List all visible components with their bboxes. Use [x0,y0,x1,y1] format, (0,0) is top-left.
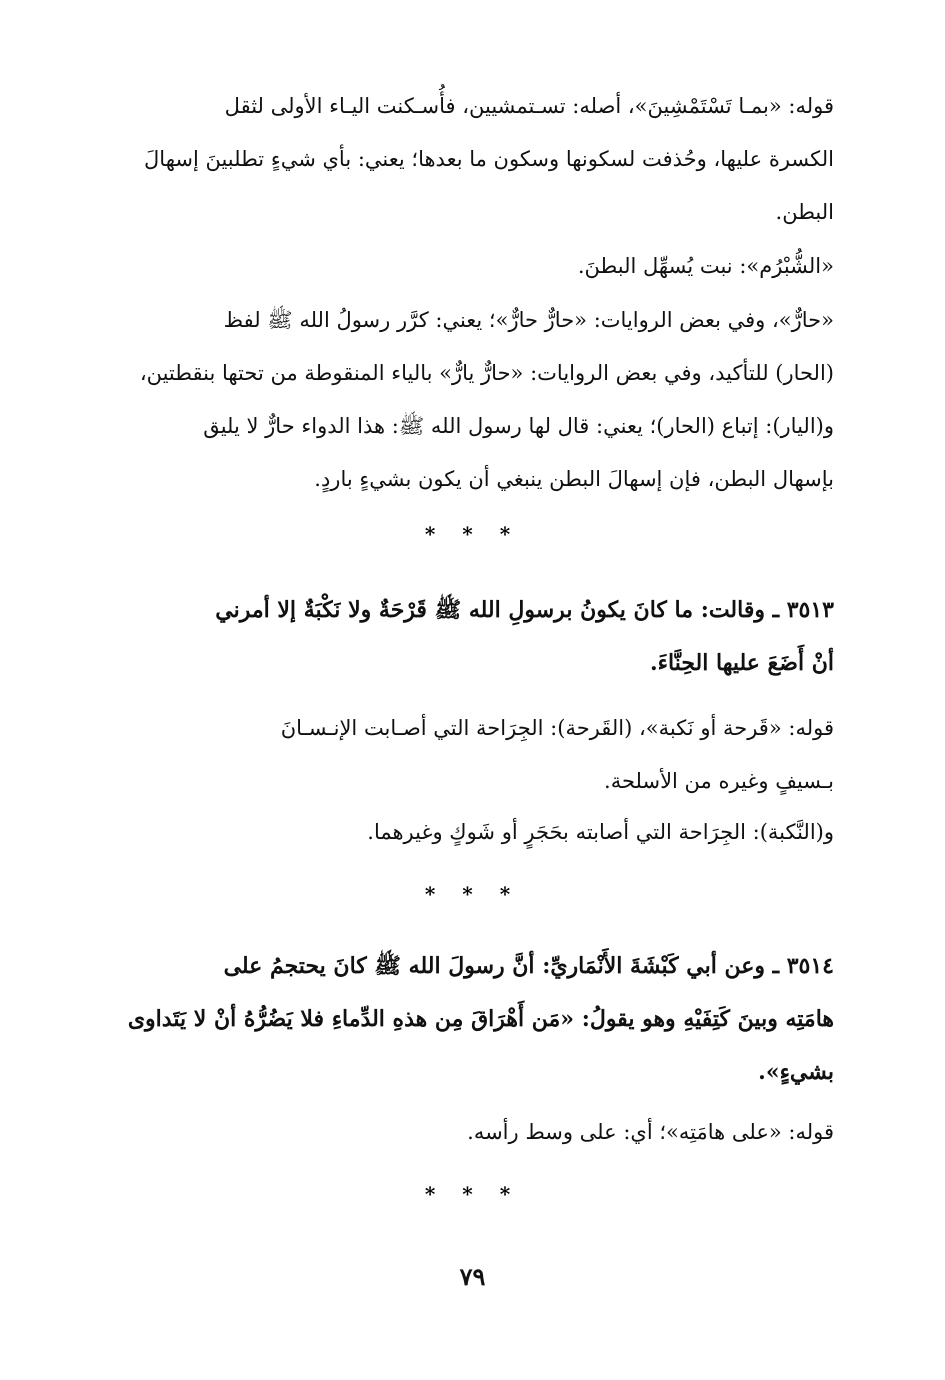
text-line: ٣٥١٤ ـ وعن أبي كَبْشَةَ الأَنْمَاريِّ: أنَّ رسولَ الله ﷺ كانَ يحتجمُ على [223,953,834,979]
section-separator: * * * [424,1182,521,1206]
text-line: البطن. [775,200,834,224]
text-line: هامَتِه وبينَ كَتِفَيْهِ وهو يقولُ: «مَن أَهْرَاقَ مِن هذهِ الدِّماءِ فلا يَضُرُّهُ أنْ لا يَتَداوى [127,1006,834,1032]
page-number: ٧٩ [459,1262,486,1291]
commentary-block-3 [118,294,834,506]
commentary-block-2 [118,240,834,293]
text-line: (الحار) للتأكيد، وفي بعض الروايات: «حارٌّ يارٌّ» بالياء المنقوطة من تحتها بنقطتين، [139,361,834,385]
text-line: الكسرة عليها، وحُذفت لسكونها وسكون ما بعدها؛ يعني: بأي شيءٍ تطلبينَ إسهالَ [144,147,834,171]
text-line: «الشُّبْرُم»: نبت يُسهِّل البطنَ. [577,254,834,278]
text-line: بشيءٍ». [758,1059,834,1085]
commentary-block-5 [118,806,834,859]
text-line: قوله: «بمـا تَسْتَمْشِينَ»، أصله: تسـتمشيين، فأُسـكنت اليـاء الأولى لثقل [224,94,834,118]
text-line: قوله: «على هامَتِه»؛ أي: على وسط رأسه. [467,1120,834,1144]
text-line: و(اليار): إتباع (الحار)؛ يعني: قال لها رسول الله ﷺ: هذا الدواء حارٌّ لا يليق [203,414,834,438]
section-separator: * * * [424,882,521,906]
text-line: «حارٌّ»، وفي بعض الروايات: «حارٌّ حارٌّ»؛ يعني: كرَّر رسولُ الله ﷺ لفظ [223,308,834,332]
text-line: ٣٥١٣ ـ وقالت: ما كانَ يكونُ برسولِ الله ﷺ قَرْحَةٌ ولا نَكْبَةٌ إلا أمرني [215,597,834,623]
text-line: قوله: «قَرحة أو نَكبة»، (القَرحة): الجِرَاحة التي أصـابت الإنـسـانَ [280,716,834,740]
commentary-block-6 [118,1106,834,1159]
commentary-block-4 [118,702,834,808]
hadith-3513 [118,584,834,690]
section-separator: * * * [424,522,521,546]
text-line: و(النَّكبة): الجِرَاحة التي أصابته بحَجَرٍ أو شَوكٍ وغيرهما. [367,820,834,844]
text-line: بإسهال البطن، فإن إسهالَ البطن ينبغي أن يكون بشيءٍ باردٍ. [314,467,834,491]
text-line: بـسيفٍ وغيره من الأسلحة. [604,769,834,793]
text-line: أنْ أَضَعَ عليها الحِنَّاءَ. [649,650,834,676]
commentary-block-1 [118,80,834,239]
hadith-3514 [118,940,834,1099]
